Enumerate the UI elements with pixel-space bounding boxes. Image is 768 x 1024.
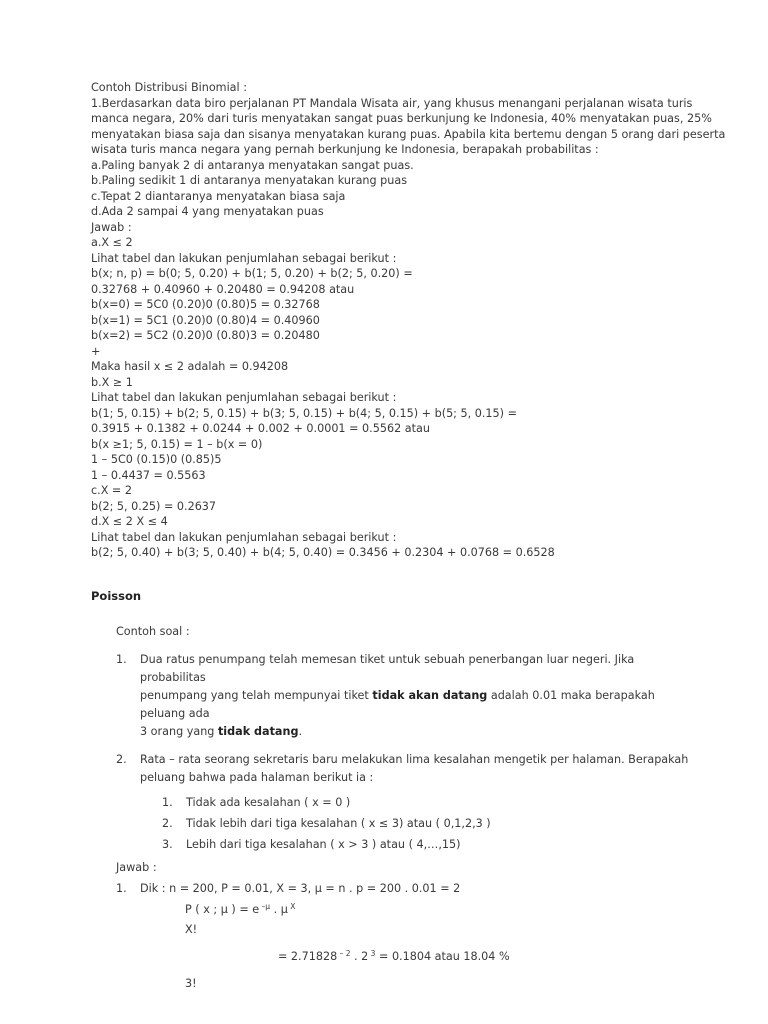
text-line: Lihat tabel dan lakukan penjumlahan sebagai berikut :: [91, 251, 397, 265]
text-line: Maka hasil x ≤ 2 adalah = 0.94208: [91, 360, 289, 373]
text-line: b(x=1) = 5C1 (0.20)0 (0.80)4 = 0.40960: [91, 313, 320, 327]
text-line: Lihat tabel dan lakukan penjumlahan sebagai berikut :: [91, 530, 397, 544]
text-line: Contoh Distribusi Binomial :: [91, 81, 247, 94]
question-1-line-3: 3 orang yang tidak datang.: [140, 725, 303, 738]
text-line: 0.32768 + 0.40960 + 0.20480 = 0.94208 atau: [91, 282, 355, 296]
text-line: 1.Berdasarkan data biro perjalanan PT Mandala Wisata air, yang khusus menangani perjalanan wisata turis: [91, 96, 693, 110]
emphasis-text: tidak akan datang: [372, 689, 488, 702]
answer-1: [116, 880, 696, 898]
text-line: b.X ≥ 1: [91, 375, 133, 389]
question-1: [116, 651, 696, 741]
text-line: 1 – 0.4437 = 0.5563: [91, 468, 206, 482]
text-line: d.X ≤ 2 X ≤ 4: [91, 515, 168, 528]
text-line: menyatakan biasa saja dan sisanya menyatakan kurang puas. Apabila kita bertemu dengan 5 orang dari peserta: [91, 127, 726, 141]
text-line: b.Paling sedikit 1 di antaranya menyatakan kurang puas: [91, 174, 408, 187]
text-line: 0.3915 + 0.1382 + 0.0244 + 0.002 + 0.0001 = 0.5562 atau: [91, 422, 430, 435]
binomial-section: [91, 80, 726, 561]
text-line: d.Ada 2 sampai 4 yang menyatakan puas: [91, 205, 324, 218]
question-1-number: 1.: [116, 653, 127, 666]
sub-item: 2. Tidak lebih dari tiga kesalahan ( x ≤ 3) atau ( 0,1,2,3 ): [162, 817, 491, 830]
formula-denominator: X!: [185, 923, 198, 936]
poisson-heading: Poisson: [91, 589, 142, 603]
sub-item: 3. Lebih dari tiga kesalahan ( x > 3 ) atau ( 4,…,15): [162, 838, 461, 851]
text-line: b(1; 5, 0.15) + b(2; 5, 0.15) + b(3; 5, 0.15) + b(4; 5, 0.15) + b(5; 5, 0.15) =: [91, 406, 517, 420]
calculation-denominator: 3!: [185, 977, 197, 990]
text-line: +: [91, 344, 101, 358]
text-line: 1 – 5C0 (0.15)0 (0.85)5: [91, 453, 222, 466]
example-intro: Contoh soal :: [116, 625, 190, 638]
text-line: a.Paling banyak 2 di antaranya menyatakan sangat puas.: [91, 158, 414, 172]
poisson-formula: P ( x ; μ ) = e $^{-\mu}$ . μ $^X$: [185, 902, 296, 916]
text-line: b(x=0) = 5C0 (0.20)0 (0.80)5 = 0.32768: [91, 298, 320, 311]
text-line: wisata turis manca negara yang pernah berkunjung ke Indonesia, berapakah probabilitas :: [91, 143, 599, 156]
text-line: Jawab :: [91, 220, 132, 234]
text-line: c.Tepat 2 diantaranya menyatakan biasa saja: [91, 189, 346, 203]
question-2-line-1: Rata – rata seorang sekretaris baru melakukan lima kesalahan mengetik per halaman. Berapakah: [140, 753, 689, 766]
text-line: b(x=2) = 5C2 (0.20)0 (0.80)3 = 0.20480: [91, 329, 320, 342]
answer-1-number: 1.: [116, 882, 127, 895]
emphasis-text: tidak datang: [217, 725, 299, 738]
text-line: Lihat tabel dan lakukan penjumlahan sebagai berikut :: [91, 391, 397, 404]
question-2-number: 2.: [116, 753, 127, 766]
text-line: a.X ≤ 2: [91, 236, 133, 249]
poisson-calculation: = 2.71828 $^{- 2}$ . 2 $^3$ = 0.1804 atau 18.04 %: [278, 949, 510, 963]
poisson-body: [116, 623, 696, 993]
question-1-line-1: Dua ratus penumpang telah memesan tiket untuk sebuah penerbangan luar negeri. Jika probabilitas: [140, 653, 635, 684]
question-2: [116, 751, 696, 787]
text-line: b(2; 5, 0.25) = 0.2637: [91, 499, 217, 513]
text-line: c.X = 2: [91, 484, 132, 497]
text-line: b(x; n, p) = b(0; 5, 0.20) + b(1; 5, 0.20) + b(2; 5, 0.20) =: [91, 267, 413, 280]
sub-item: 1. Tidak ada kesalahan ( x = 0 ): [162, 796, 351, 809]
question-1-line-2: penumpang yang telah mempunyai tiket tidak akan datang adalah 0.01 maka berapakah peluang ada: [140, 689, 655, 720]
text-line: b(2; 5, 0.40) + b(3; 5, 0.40) + b(4; 5, 0.40) = 0.3456 + 0.2304 + 0.0768 = 0.6528: [91, 546, 555, 559]
text-line: b(x ≥1; 5, 0.15) = 1 – b(x = 0): [91, 437, 263, 451]
answer-1-given: Dik : n = 200, P = 0.01, X = 3, μ = n . p = 200 . 0.01 = 2: [140, 882, 461, 895]
text-line: manca negara, 20% dari turis menyatakan sangat puas berkunjung ke Indonesia, 40% menyatakan puas, 25%: [91, 112, 712, 125]
answer-heading: Jawab :: [116, 861, 157, 874]
question-2-line-2: peluang bahwa pada halaman berikut ia :: [140, 771, 374, 784]
